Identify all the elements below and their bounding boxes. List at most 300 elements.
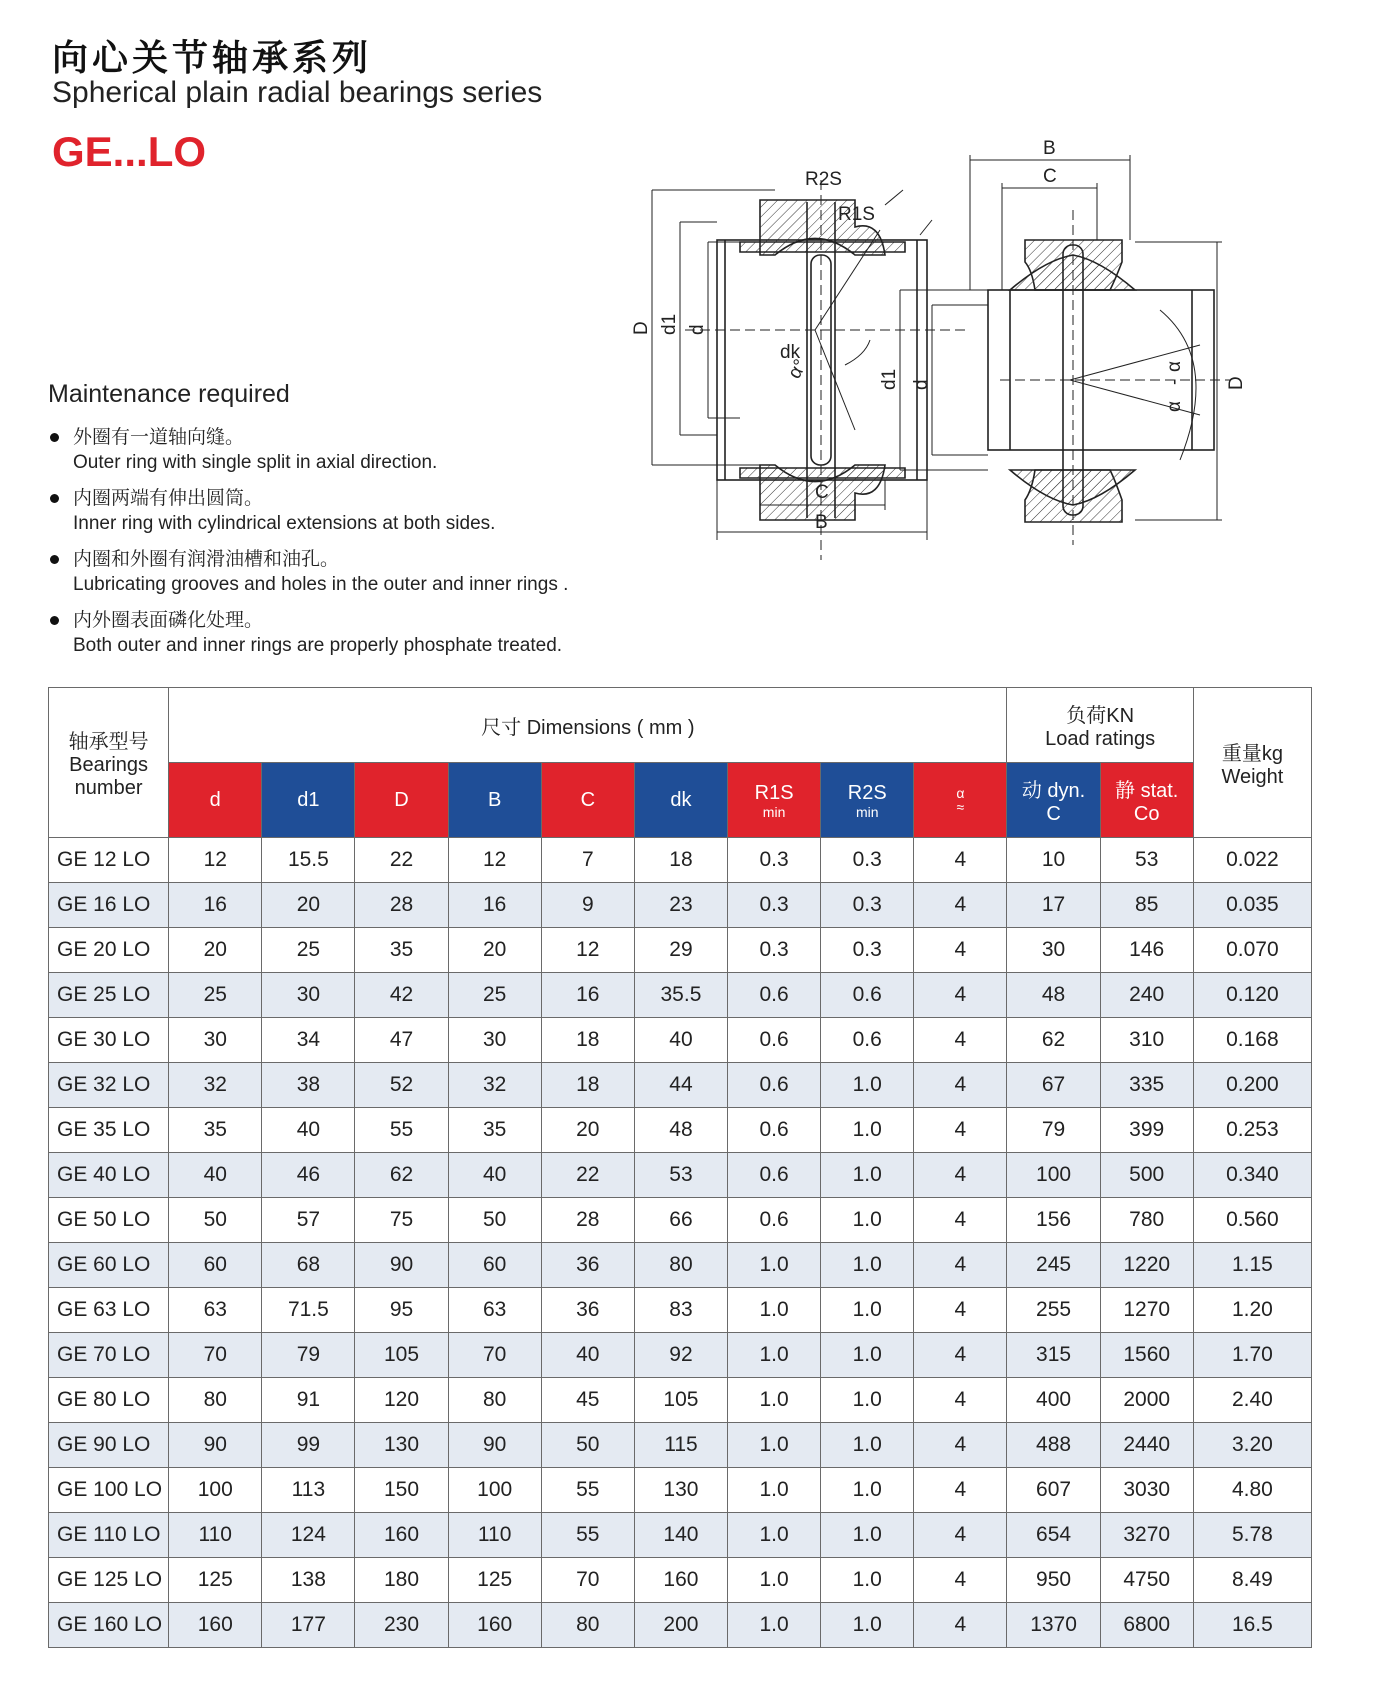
cell-dk: 83 [634, 1288, 727, 1333]
cell-model: GE 100 LO [49, 1468, 169, 1513]
cell-model: GE 12 LO [49, 838, 169, 883]
cell-r2s: 1.0 [821, 1108, 914, 1153]
cell-model: GE 32 LO [49, 1063, 169, 1108]
header-weight-en: Weight [1221, 765, 1284, 788]
table-row [49, 1378, 1312, 1423]
cell-stat-co: 146 [1100, 928, 1193, 973]
cell-C: 55 [541, 1468, 634, 1513]
header-model [49, 688, 169, 838]
cell-D: 42 [355, 973, 448, 1018]
cell-model: GE 160 LO [49, 1603, 169, 1648]
header-load-en: Load ratings [1045, 728, 1156, 750]
cell-dk: 44 [634, 1063, 727, 1108]
cell-model: GE 90 LO [49, 1423, 169, 1468]
cell-d1: 25 [262, 928, 355, 973]
label-alpha-upper: α [1164, 361, 1185, 372]
cell-r1s: 0.3 [728, 883, 821, 928]
cell-stat-co: 4750 [1100, 1558, 1193, 1603]
series-code: GE...LO [52, 128, 207, 175]
cell-weight: 8.49 [1193, 1558, 1311, 1603]
cell-D: 47 [355, 1018, 448, 1063]
cell-D: 180 [355, 1558, 448, 1603]
bullet-icon [50, 555, 59, 564]
cell-d: 40 [169, 1153, 262, 1198]
cell-weight: 1.70 [1193, 1333, 1311, 1378]
cell-alpha: 4 [914, 973, 1007, 1018]
cell-model: GE 125 LO [49, 1558, 169, 1603]
table-row [49, 1198, 1312, 1243]
cell-alpha: 4 [914, 1063, 1007, 1108]
cell-model: GE 16 LO [49, 883, 169, 928]
cell-stat-co: 500 [1100, 1153, 1193, 1198]
cell-r1s: 1.0 [728, 1558, 821, 1603]
cell-weight: 0.340 [1193, 1153, 1311, 1198]
cell-stat-co: 1220 [1100, 1243, 1193, 1288]
table-row [49, 1063, 1312, 1108]
cell-alpha: 4 [914, 1513, 1007, 1558]
cell-C: 7 [541, 838, 634, 883]
cell-dyn-c: 10 [1007, 838, 1100, 883]
cell-d: 125 [169, 1558, 262, 1603]
label-D-side: D [1226, 376, 1247, 390]
cell-B: 90 [448, 1423, 541, 1468]
cell-r1s: 0.6 [728, 1063, 821, 1108]
cell-weight: 1.20 [1193, 1288, 1311, 1333]
cell-d1: 40 [262, 1108, 355, 1153]
label-D: D [631, 321, 652, 335]
cell-r1s: 0.3 [728, 928, 821, 973]
cell-stat-co: 6800 [1100, 1603, 1193, 1648]
cell-model: GE 20 LO [49, 928, 169, 973]
bearing-technical-drawing [580, 138, 1340, 590]
col-dyn-label: 动 dyn. [1021, 780, 1086, 802]
cell-B: 35 [448, 1108, 541, 1153]
cell-d: 60 [169, 1243, 262, 1288]
cell-r2s: 1.0 [821, 1153, 914, 1198]
cell-dk: 160 [634, 1558, 727, 1603]
cell-C: 70 [541, 1558, 634, 1603]
cell-stat-co: 1560 [1100, 1333, 1193, 1378]
cell-weight: 4.80 [1193, 1468, 1311, 1513]
cell-C: 12 [541, 928, 634, 973]
label-c-side: C [1043, 166, 1057, 187]
cell-C: 45 [541, 1378, 634, 1423]
cell-C: 40 [541, 1333, 634, 1378]
cell-dk: 80 [634, 1243, 727, 1288]
cell-dk: 40 [634, 1018, 727, 1063]
label-alpha-lower: α [1164, 401, 1185, 412]
cell-r2s: 1.0 [821, 1513, 914, 1558]
col-dyn-symbol: C [1046, 803, 1061, 825]
cell-dk: 29 [634, 928, 727, 973]
label-minus: - [1164, 378, 1185, 385]
table-row [49, 838, 1312, 883]
page-title-en: Spherical plain radial bearings series [52, 76, 543, 109]
cell-weight: 2.40 [1193, 1378, 1311, 1423]
cell-weight: 0.253 [1193, 1108, 1311, 1153]
cell-C: 80 [541, 1603, 634, 1648]
cell-r2s: 1.0 [821, 1198, 914, 1243]
cell-d1: 57 [262, 1198, 355, 1243]
cell-r1s: 1.0 [728, 1288, 821, 1333]
cell-dk: 66 [634, 1198, 727, 1243]
cell-D: 75 [355, 1198, 448, 1243]
cell-d: 20 [169, 928, 262, 973]
cell-D: 105 [355, 1333, 448, 1378]
cell-r2s: 1.0 [821, 1558, 914, 1603]
cell-model: GE 50 LO [49, 1198, 169, 1243]
table-row [49, 1153, 1312, 1198]
col-r2s [821, 763, 914, 838]
col-stat-symbol: Co [1133, 803, 1160, 825]
cell-d1: 71.5 [262, 1288, 355, 1333]
cell-weight: 0.168 [1193, 1018, 1311, 1063]
cell-stat-co: 3270 [1100, 1513, 1193, 1558]
cell-weight: 0.120 [1193, 973, 1311, 1018]
cell-dk: 140 [634, 1513, 727, 1558]
cell-dyn-c: 315 [1007, 1333, 1100, 1378]
cell-d1: 68 [262, 1243, 355, 1288]
cell-r1s: 0.6 [728, 973, 821, 1018]
label-d1-side: d1 [879, 368, 900, 390]
feature-text-cn: 外圈有一道轴向缝。 [73, 426, 245, 448]
feature-text-en: Lubricating grooves and holes in the outer and inner rings . [73, 574, 569, 595]
cell-dyn-c: 654 [1007, 1513, 1100, 1558]
cell-weight: 0.035 [1193, 883, 1311, 928]
header-weight [1193, 688, 1311, 838]
cell-dyn-c: 255 [1007, 1288, 1100, 1333]
cell-D: 55 [355, 1108, 448, 1153]
cell-D: 22 [355, 838, 448, 883]
cell-r2s: 1.0 [821, 1288, 914, 1333]
cell-d: 160 [169, 1603, 262, 1648]
cell-r1s: 0.3 [728, 838, 821, 883]
cell-r1s: 1.0 [728, 1243, 821, 1288]
col-stat-label: 静 stat. [1115, 780, 1179, 802]
cell-r1s: 1.0 [728, 1603, 821, 1648]
cell-dyn-c: 79 [1007, 1108, 1100, 1153]
cell-weight: 0.022 [1193, 838, 1311, 883]
cell-model: GE 63 LO [49, 1288, 169, 1333]
label-r1s: R1S [838, 204, 875, 225]
cell-C: 55 [541, 1513, 634, 1558]
cell-r2s: 1.0 [821, 1423, 914, 1468]
cell-dk: 48 [634, 1108, 727, 1153]
col-r1s-min: min [762, 803, 786, 820]
col-r2s-label: R2S [847, 781, 887, 804]
cell-dk: 53 [634, 1153, 727, 1198]
cell-model: GE 40 LO [49, 1153, 169, 1198]
header-model-en-1: Bearings [69, 754, 149, 776]
cell-B: 32 [448, 1063, 541, 1108]
cell-D: 35 [355, 928, 448, 973]
cell-C: 9 [541, 883, 634, 928]
cell-B: 110 [448, 1513, 541, 1558]
cell-d: 110 [169, 1513, 262, 1558]
cell-model: GE 35 LO [49, 1108, 169, 1153]
cell-dyn-c: 156 [1007, 1198, 1100, 1243]
col-alpha-approx: ≈ [956, 799, 965, 815]
cell-D: 52 [355, 1063, 448, 1108]
cell-D: 28 [355, 883, 448, 928]
table-row [49, 1018, 1312, 1063]
cell-dk: 115 [634, 1423, 727, 1468]
col-dyn [1007, 763, 1100, 838]
cell-r2s: 0.3 [821, 928, 914, 973]
cell-r1s: 1.0 [728, 1468, 821, 1513]
col-dk: dk [634, 763, 727, 838]
cell-dyn-c: 607 [1007, 1468, 1100, 1513]
cell-alpha: 4 [914, 838, 1007, 883]
cell-r2s: 1.0 [821, 1603, 914, 1648]
cell-stat-co: 3030 [1100, 1468, 1193, 1513]
cell-B: 63 [448, 1288, 541, 1333]
cell-d: 25 [169, 973, 262, 1018]
cell-dk: 105 [634, 1378, 727, 1423]
cell-B: 60 [448, 1243, 541, 1288]
cell-stat-co: 399 [1100, 1108, 1193, 1153]
feature-text-cn: 内圈两端有伸出圆筒。 [73, 487, 264, 509]
cell-stat-co: 2000 [1100, 1378, 1193, 1423]
cell-stat-co: 53 [1100, 838, 1193, 883]
cell-B: 160 [448, 1603, 541, 1648]
cell-model: GE 60 LO [49, 1243, 169, 1288]
cell-D: 230 [355, 1603, 448, 1648]
cell-B: 100 [448, 1468, 541, 1513]
table-row [49, 1243, 1312, 1288]
feature-item [48, 608, 688, 659]
cell-alpha: 4 [914, 1198, 1007, 1243]
cell-D: 62 [355, 1153, 448, 1198]
col-d: d [169, 763, 262, 838]
feature-text-en: Outer ring with single split in axial direction. [73, 452, 438, 473]
cell-d1: 99 [262, 1423, 355, 1468]
cell-C: 22 [541, 1153, 634, 1198]
cell-model: GE 30 LO [49, 1018, 169, 1063]
cell-r2s: 1.0 [821, 1468, 914, 1513]
cell-dyn-c: 48 [1007, 973, 1100, 1018]
cell-dyn-c: 67 [1007, 1063, 1100, 1108]
cell-dk: 200 [634, 1603, 727, 1648]
col-C: C [541, 763, 634, 838]
cell-alpha: 4 [914, 1378, 1007, 1423]
table-row [49, 1468, 1312, 1513]
label-b-front: B [815, 512, 828, 533]
cell-r2s: 0.3 [821, 838, 914, 883]
cell-alpha: 4 [914, 1108, 1007, 1153]
cell-d: 90 [169, 1423, 262, 1468]
cell-B: 40 [448, 1153, 541, 1198]
cell-r2s: 1.0 [821, 1333, 914, 1378]
cell-weight: 0.070 [1193, 928, 1311, 973]
cell-alpha: 4 [914, 928, 1007, 973]
cell-C: 50 [541, 1423, 634, 1468]
table-row [49, 1513, 1312, 1558]
cell-D: 150 [355, 1468, 448, 1513]
header-weight-cn: 重量kg [1221, 742, 1283, 765]
cell-weight: 3.20 [1193, 1423, 1311, 1468]
cell-d: 32 [169, 1063, 262, 1108]
page-title-cn: 向心关节轴承系列 [52, 38, 373, 79]
cell-C: 16 [541, 973, 634, 1018]
cell-alpha: 4 [914, 1603, 1007, 1648]
cell-dyn-c: 245 [1007, 1243, 1100, 1288]
cell-d: 100 [169, 1468, 262, 1513]
cell-d1: 30 [262, 973, 355, 1018]
cell-dyn-c: 488 [1007, 1423, 1100, 1468]
cell-d: 70 [169, 1333, 262, 1378]
cell-weight: 1.15 [1193, 1243, 1311, 1288]
cell-dk: 23 [634, 883, 727, 928]
col-D: D [355, 763, 448, 838]
header-load-ratings [1007, 688, 1193, 763]
cell-alpha: 4 [914, 883, 1007, 928]
feature-text-cn: 内外圈表面磷化处理。 [73, 609, 264, 631]
cell-d: 80 [169, 1378, 262, 1423]
table-row [49, 1558, 1312, 1603]
cell-C: 20 [541, 1108, 634, 1153]
cell-model: GE 25 LO [49, 973, 169, 1018]
cell-alpha: 4 [914, 1558, 1007, 1603]
cell-d1: 138 [262, 1558, 355, 1603]
cell-B: 16 [448, 883, 541, 928]
cell-B: 12 [448, 838, 541, 883]
bullet-icon [50, 433, 59, 442]
header-model-en-2: number [74, 777, 143, 799]
cell-alpha: 4 [914, 1288, 1007, 1333]
cell-alpha: 4 [914, 1018, 1007, 1063]
cell-stat-co: 310 [1100, 1018, 1193, 1063]
cell-r1s: 0.6 [728, 1108, 821, 1153]
cell-dk: 18 [634, 838, 727, 883]
side-view [900, 155, 1230, 545]
cell-r1s: 1.0 [728, 1423, 821, 1468]
cell-r2s: 0.3 [821, 883, 914, 928]
table-row [49, 1288, 1312, 1333]
cell-d1: 20 [262, 883, 355, 928]
label-d: d [687, 324, 708, 335]
cell-dyn-c: 30 [1007, 928, 1100, 973]
cell-d1: 38 [262, 1063, 355, 1108]
cell-B: 30 [448, 1018, 541, 1063]
cell-d: 35 [169, 1108, 262, 1153]
label-b-side: B [1043, 138, 1056, 159]
cell-model: GE 70 LO [49, 1333, 169, 1378]
cell-weight: 5.78 [1193, 1513, 1311, 1558]
cell-stat-co: 85 [1100, 883, 1193, 928]
cell-model: GE 80 LO [49, 1378, 169, 1423]
cell-alpha: 4 [914, 1423, 1007, 1468]
cell-B: 125 [448, 1558, 541, 1603]
header-dimensions: 尺寸 Dimensions ( mm ) [169, 688, 1007, 763]
table-row [49, 928, 1312, 973]
cell-stat-co: 2440 [1100, 1423, 1193, 1468]
col-alpha [914, 763, 1007, 838]
col-B: B [448, 763, 541, 838]
cell-r2s: 1.0 [821, 1378, 914, 1423]
cell-stat-co: 780 [1100, 1198, 1193, 1243]
cell-d: 30 [169, 1018, 262, 1063]
cell-dk: 130 [634, 1468, 727, 1513]
bullet-icon [50, 494, 59, 503]
cell-r2s: 0.6 [821, 973, 914, 1018]
cell-r1s: 1.0 [728, 1333, 821, 1378]
cell-B: 70 [448, 1333, 541, 1378]
table-row [49, 1333, 1312, 1378]
cell-B: 20 [448, 928, 541, 973]
cell-D: 90 [355, 1243, 448, 1288]
cell-d1: 113 [262, 1468, 355, 1513]
cell-r1s: 0.6 [728, 1153, 821, 1198]
label-d1: d1 [659, 313, 680, 335]
cell-dyn-c: 950 [1007, 1558, 1100, 1603]
cell-dk: 35.5 [634, 973, 727, 1018]
cell-alpha: 4 [914, 1153, 1007, 1198]
label-alpha: α° [784, 355, 812, 383]
cell-model: GE 110 LO [49, 1513, 169, 1558]
cell-r1s: 0.6 [728, 1018, 821, 1063]
cell-B: 50 [448, 1198, 541, 1243]
cell-dyn-c: 100 [1007, 1153, 1100, 1198]
table-row [49, 973, 1312, 1018]
table-row [49, 1108, 1312, 1153]
cell-alpha: 4 [914, 1243, 1007, 1288]
table-row [49, 1603, 1312, 1648]
col-r1s [728, 763, 821, 838]
cell-C: 36 [541, 1243, 634, 1288]
cell-d1: 34 [262, 1018, 355, 1063]
cell-dk: 92 [634, 1333, 727, 1378]
cell-D: 120 [355, 1378, 448, 1423]
cell-dyn-c: 1370 [1007, 1603, 1100, 1648]
feature-text-en: Inner ring with cylindrical extensions at both sides. [73, 513, 496, 534]
feature-text-cn: 内圈和外圈有润滑油槽和油孔。 [73, 548, 340, 570]
cell-dyn-c: 400 [1007, 1378, 1100, 1423]
cell-stat-co: 1270 [1100, 1288, 1193, 1333]
cell-d1: 15.5 [262, 838, 355, 883]
table-row [49, 883, 1312, 928]
cell-r2s: 1.0 [821, 1063, 914, 1108]
table-row [49, 1423, 1312, 1468]
cell-dyn-c: 17 [1007, 883, 1100, 928]
table-body [49, 838, 1312, 1648]
cell-d: 16 [169, 883, 262, 928]
col-d1: d1 [262, 763, 355, 838]
cell-D: 160 [355, 1513, 448, 1558]
feature-text-en: Both outer and inner rings are properly phosphate treated. [73, 635, 563, 656]
col-alpha-symbol: α [956, 785, 965, 801]
cell-D: 130 [355, 1423, 448, 1468]
cell-B: 80 [448, 1378, 541, 1423]
header-model-cn: 轴承型号 [68, 731, 149, 753]
cell-d: 50 [169, 1198, 262, 1243]
cell-d1: 124 [262, 1513, 355, 1558]
cell-d1: 79 [262, 1333, 355, 1378]
cell-C: 36 [541, 1288, 634, 1333]
label-dk: dk [780, 342, 801, 363]
bearing-spec-table [48, 687, 1312, 1648]
cell-r1s: 1.0 [728, 1378, 821, 1423]
cell-d: 12 [169, 838, 262, 883]
cell-r1s: 1.0 [728, 1513, 821, 1558]
cell-r1s: 0.6 [728, 1198, 821, 1243]
col-r1s-label: R1S [754, 781, 794, 804]
cell-d1: 46 [262, 1153, 355, 1198]
cell-r2s: 0.6 [821, 1018, 914, 1063]
cell-weight: 0.560 [1193, 1198, 1311, 1243]
bullet-icon [50, 616, 59, 625]
cell-d1: 177 [262, 1603, 355, 1648]
